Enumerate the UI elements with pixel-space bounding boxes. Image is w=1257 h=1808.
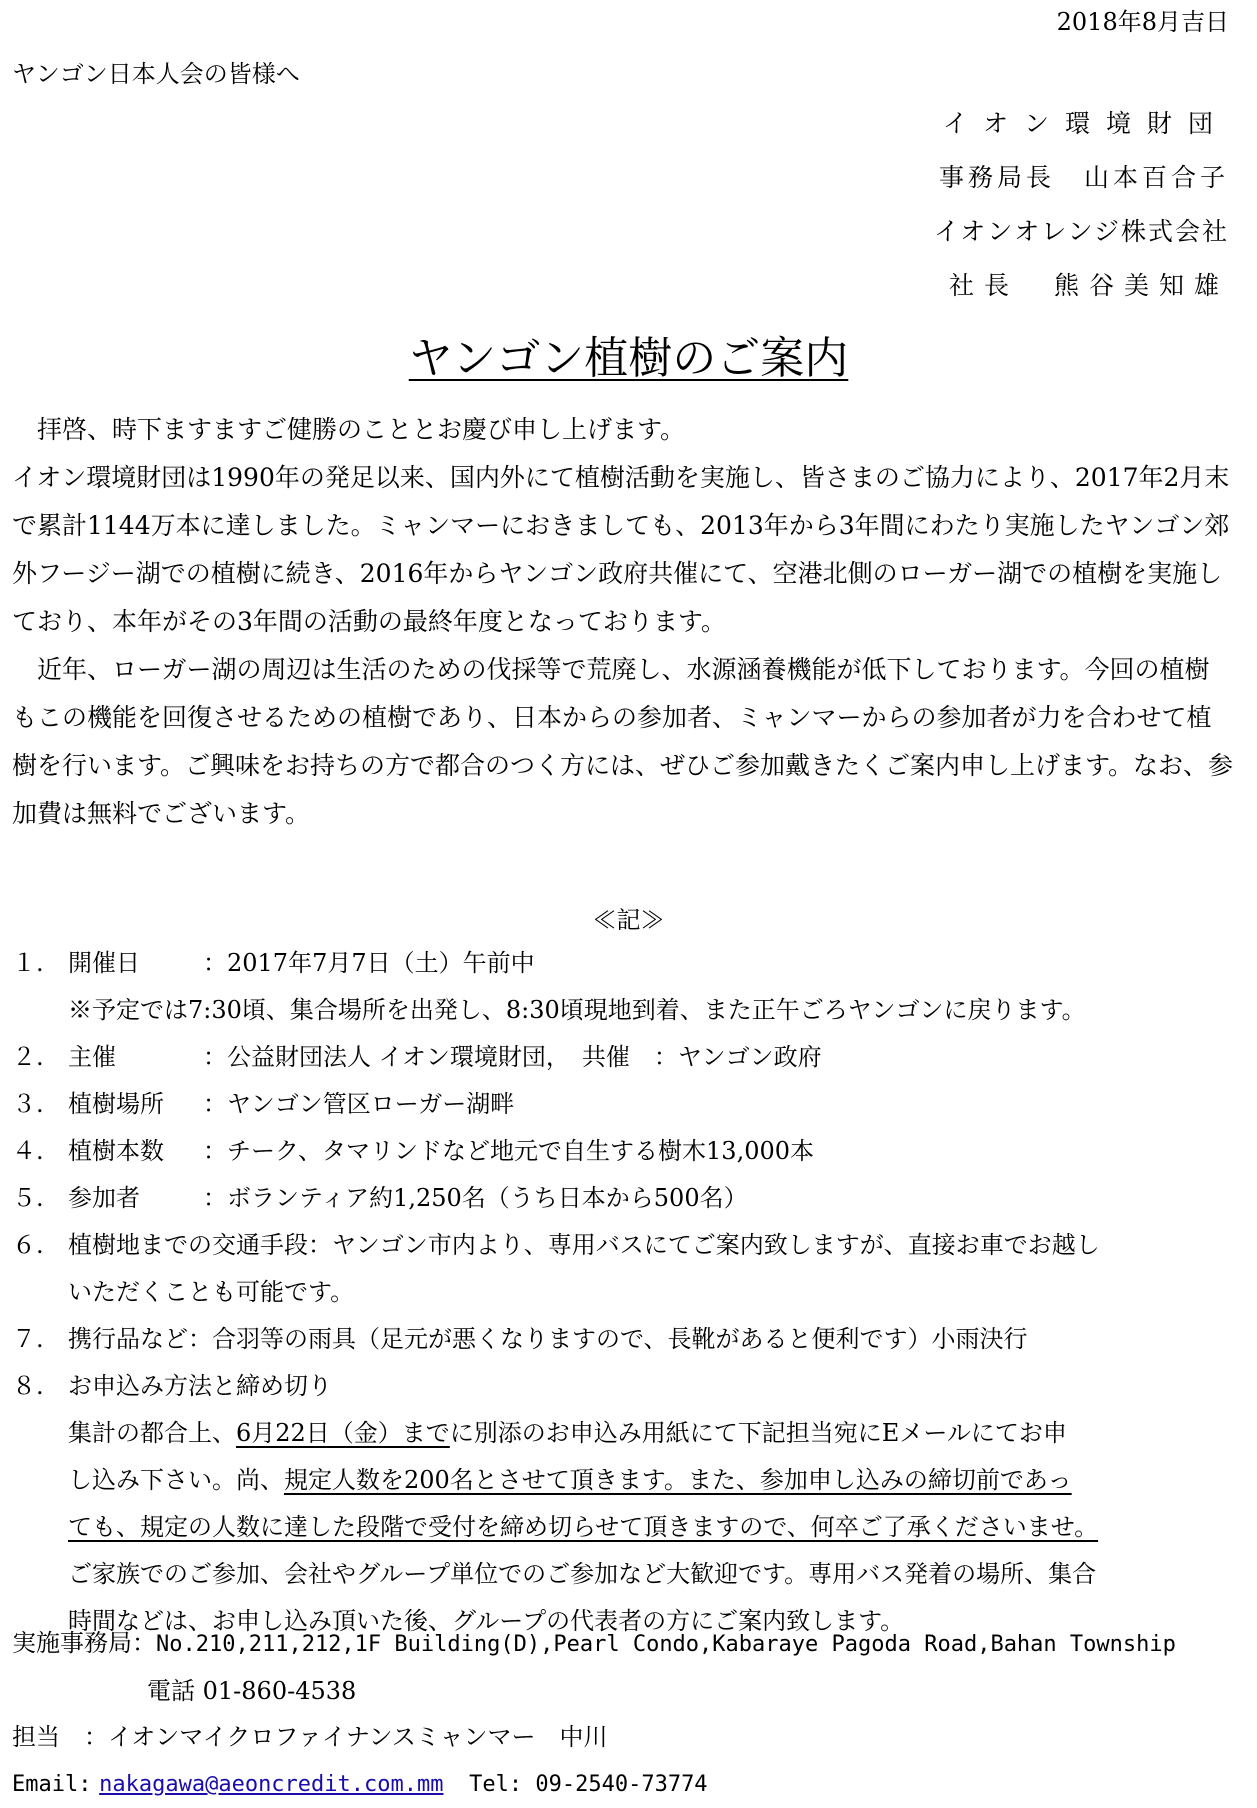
email-link[interactable]: nakagawa@aeoncredit.com.mm [99,1772,444,1797]
detail-item-date [12,940,1242,987]
sender-secretary: 事務局長 山本百合子 [938,163,1229,192]
document-date: 2018年8月吉日 [1056,8,1229,36]
email-line [12,1760,1176,1808]
addressee: ヤンゴン日本人会の皆様へ [12,60,300,88]
contact-person: 担当 ：イオンマイクロファイナンスミャンマー 中川 [12,1723,608,1751]
item-number: １. [12,949,44,977]
item-label: 主催 [68,1043,116,1071]
item-label: 植樹本数 [68,1137,164,1165]
item-number: ５. [12,1184,44,1212]
item-text: 携行品など：合羽等の雨具（足元が悪くなりますので、長靴があると便利です）小雨決行 [68,1325,1028,1353]
application-line-3 [12,1504,1242,1551]
item-number: ６. [12,1231,44,1259]
capacity-notice-cont: ても、規定の人数に達した段階で受付を締め切らせて頂きますので、何卒ご了承くださいませ。 [68,1513,1099,1541]
detail-item-transport [12,1222,1242,1269]
intro-section [12,406,1234,838]
item-value: ：公益財団法人 イオン環境財団， 共催 ：ヤンゴン政府 [203,1043,822,1071]
item-value: ：チーク、タマリンドなど地元で自生する樹木13,000本 [203,1137,815,1165]
office-label: 実施事務局： [12,1629,156,1657]
item-number: ７. [12,1325,44,1353]
item-label: 開催日 [68,949,140,977]
application-line-1 [12,1410,1242,1457]
item-number: ２. [12,1043,44,1071]
greeting: 拝啓、時下ますますご健勝のこととお慶び申し上げます。 [37,415,686,444]
item-text: お申込み方法と締め切り [68,1372,332,1400]
detail-item-transport-cont: いただくことも可能です。 [68,1278,355,1306]
item-value: ：2017年7月7日（土）午前中 [203,949,535,977]
office-line [12,1620,1176,1668]
item-number: ３. [12,1090,44,1118]
details-list [12,940,1242,1645]
sender-organization: イオン環境財団 [942,109,1229,138]
item-text: 植樹地までの交通手段：ヤンゴン市内より、専用バスにてご案内致しますが、直接お車でお越し [68,1231,1100,1259]
application-text: し込み下さい。尚、 [68,1466,284,1494]
office-phone: 電話 01-860-4538 [147,1677,357,1705]
item-number: ８. [12,1372,44,1400]
application-line-5: 時間などは、お申し込み頂いた後、グループの代表者の方にご案内致します。 [68,1607,905,1635]
item-label: 植樹場所 [68,1090,164,1118]
item-label: 参加者 [68,1184,140,1212]
sender-president: 社長 熊谷美知雄 [948,271,1229,300]
application-line-4: ご家族でのご参加、会社やグループ単位でのご参加など大歓迎です。専用バス発着の場所、集合 [68,1560,1097,1588]
detail-item-organizer [12,1034,1242,1081]
footer-contact [12,1620,1176,1808]
office-address: No.210,211,212,1F Building(D),Pearl Condo,Kabaraye Pagoda Road,Bahan Township [156,1632,1176,1657]
document-title [0,322,1257,386]
detail-item-tree-count [12,1128,1242,1175]
application-text: に別添のお申込み用紙にて下記担当宛にEメールにてお申 [449,1419,1067,1447]
application-line-2 [12,1457,1242,1504]
detail-item-application [12,1363,1242,1410]
email-label: Email: [12,1772,92,1797]
document-title-text: ヤンゴン植樹のご案内 [408,333,849,384]
tel-number: Tel: 09-2540-73774 [469,1772,708,1797]
intro-paragraph-2: 近年、ローガー湖の周辺は生活のための伐採等で荒廃し、水源涵養機能が低下しております。今回の植樹もこの機能を回復させるための植樹であり、日本からの参加者、ミャンマーからの参加者が力を合わせて植樹を行います。ご興味をお持ちの方で都合のつく方には、ぜひご参加戴きたくご案内申し上げます。なお、参加費は無料でございます。 [12,655,1234,828]
item-value: ：ボランティア約1,250名（うち日本から500名） [203,1184,748,1212]
deadline-text: 6月22日（金）まで [236,1419,450,1447]
application-text: 集計の都合上、 [68,1419,236,1447]
intro-paragraph-1: イオン環境財団は1990年の発足以来、国内外にて植樹活動を実施し、皆さまのご協力により、2017年2月末で累計1144万本に達しました。ミャンマーにおきましても、2013年から3年間にわたり実施したヤンゴン郊外フージー湖での植樹に続き、2016年からヤンゴン政府共催にて、空港北側のローガー湖での植樹を実施しており、本年がその3年間の活動の最終年度となっております。 [12,463,1230,636]
detail-item-belongings [12,1316,1242,1363]
item-value: ：ヤンゴン管区ローガー湖畔 [203,1090,515,1118]
ki-mark: ≪記≫ [592,906,665,934]
detail-item-date-note: ※予定では7:30頃、集合場所を出発し、8:30頃現地到着、また正午ごろヤンゴンに戻ります。 [68,996,1086,1024]
sender-company: イオンオレンジ株式会社 [933,217,1229,246]
detail-item-location [12,1081,1242,1128]
capacity-notice: 規定人数を200名とさせて頂きます。また、参加申し込みの締切前であっ [284,1466,1072,1494]
detail-item-participants [12,1175,1242,1222]
item-number: ４. [12,1137,44,1165]
